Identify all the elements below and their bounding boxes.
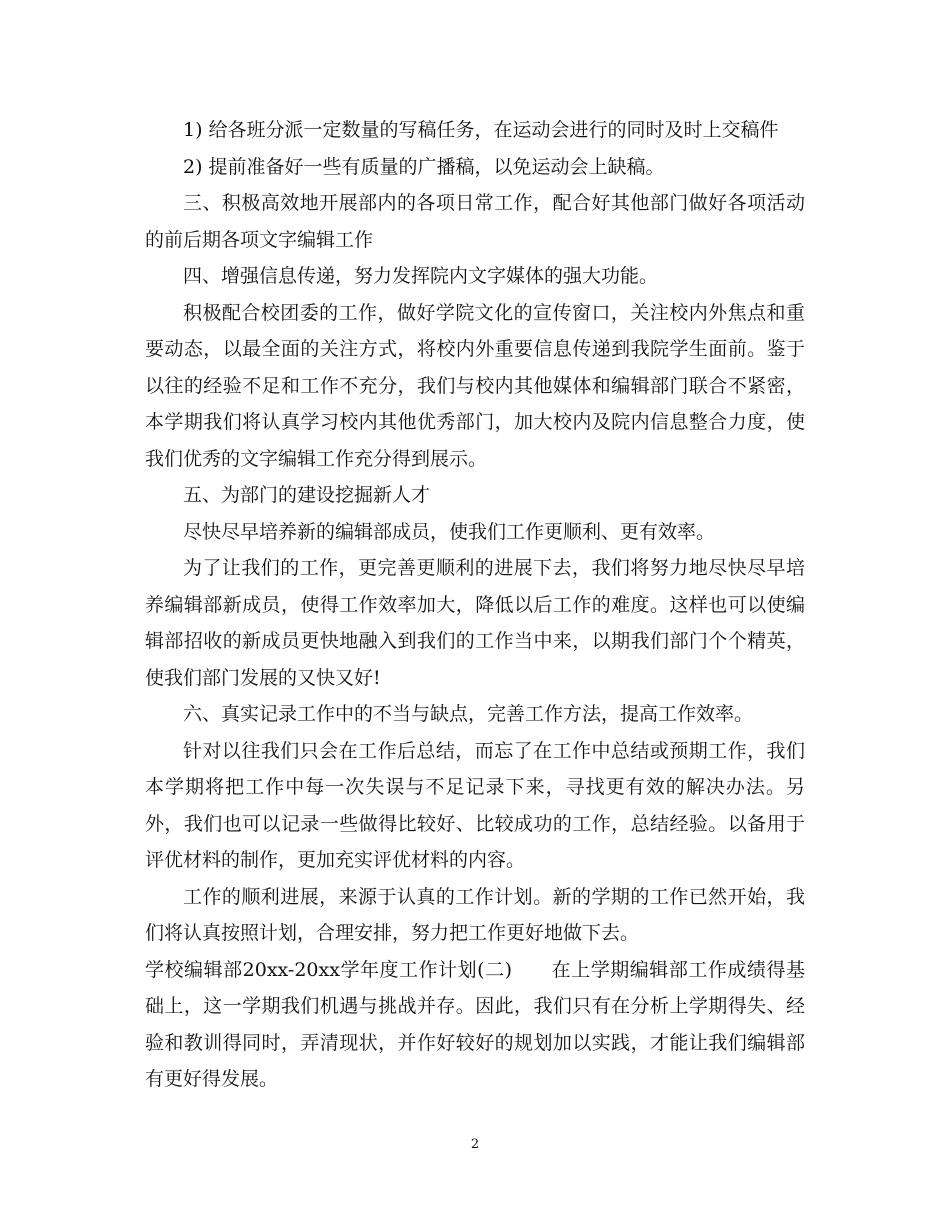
section-heading-3: 三、积极高效地开展部内的各项日常工作，配合好其他部门做好各项活动的前后期各项文字编辑工作 xyxy=(145,192,805,251)
document-body xyxy=(145,112,805,1098)
page-number: 2 xyxy=(470,1137,480,1152)
body-paragraph: 针对以往我们只会在工作后总结，而忘了在工作中总结或预期工作，我们本学期将把工作中每一次失误与不足记录下来，寻找更有效的解决办法。另外，我们也可以记录一些做得比较好、比较成功的工作，总结经验。以备用于评优材料的制作，更加充实评优材料的内容。 xyxy=(145,739,805,871)
body-paragraph: 尽快尽早培养新的编辑部成员，使我们工作更顺利、更有效率。 xyxy=(183,520,716,543)
section-heading-6: 六、真实记录工作中的不当与缺点，完善工作方法，提高工作效率。 xyxy=(183,703,754,725)
section-heading-5: 五、为部门的建设挖掘新人才 xyxy=(183,484,431,506)
list-item-2: 2) 提前准备好一些有质量的广播稿，以免运动会上缺稿。 xyxy=(183,155,665,178)
body-paragraph: 积极配合校团委的工作，做好学院文化的宣传窗口，关注校内外焦点和重要动态，以最全面的关注方式，将校内外重要信息传递到我院学生面前。鉴于以往的经验不足和工作不充分，我们与校内其他媒体和编辑部门联合不紧密，本学期我们将认真学习校内其他优秀部门，加大校内及院内信息整合力度，使我们优秀的文字编辑工作充分得到展示。 xyxy=(145,301,805,470)
list-item-1: 1) 给各班分派一定数量的写稿任务，在运动会进行的同时及时上交稿件 xyxy=(183,119,779,141)
body-paragraph: 工作的顺利进展，来源于认真的工作计划。新的学期的工作已然开始，我们将认真按照计划，合理安排，努力把工作更好地做下去。 xyxy=(145,885,805,944)
body-paragraph: 为了让我们的工作，更完善更顺利的进展下去，我们将努力地尽快尽早培养编辑部新成员，使得工作效率加大，降低以后工作的难度。这样也可以使编辑部招收的新成员更快地融入到我们的工作当中来，以期我们部门个个精英，使我们部门发展的又快又好! xyxy=(145,557,805,689)
plan-two-paragraph: 学校编辑部20xx-20xx学年度工作计划(二) 在上学期编辑部工作成绩得基础上，这一学期我们机遇与挑战并存。因此，我们只有在分析上学期得失、经验和教训得同时，弄清现状，并作好较好的规划加以实践，才能让我们编辑部有更好得发展。 xyxy=(145,958,805,1090)
section-heading-4: 四、增强信息传递，努力发挥院内文字媒体的强大功能。 xyxy=(183,265,659,287)
